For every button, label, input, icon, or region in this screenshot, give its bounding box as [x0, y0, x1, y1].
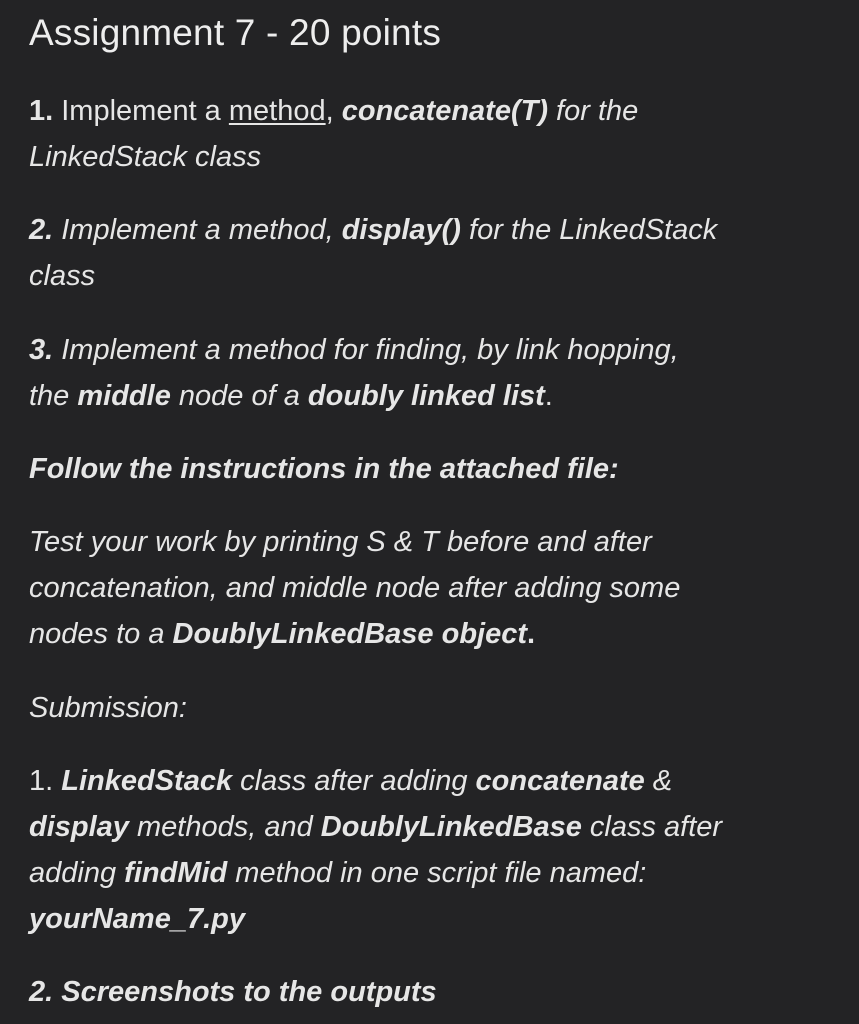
sub1-text-b: & [644, 765, 673, 797]
sub1-text-e: adding [29, 857, 125, 889]
task-2 [29, 207, 829, 299]
test-instructions [29, 519, 829, 657]
task-3 [29, 327, 829, 419]
task-1-number: 1. [29, 95, 54, 127]
task-2-number: 2. [29, 214, 54, 246]
task-2-text-a: Implement a method, [53, 214, 342, 246]
task-2-text-b: for the LinkedStack [460, 214, 718, 246]
task-1-text-c: for the [548, 95, 639, 127]
test-line3-bold: DoublyLinkedBase object [172, 618, 528, 650]
task-3-number: 3. [29, 334, 54, 366]
task-1 [29, 88, 829, 180]
sub1-text-a: class after adding [232, 765, 476, 797]
task-3-bold-a: middle [77, 380, 171, 412]
task-3-line1: Implement a method for finding, by link hopping, [53, 334, 679, 366]
test-line1: Test your work by printing S & T before and after [29, 526, 652, 558]
task-3-text-a: the [29, 380, 78, 412]
submission-label: Submission: [29, 692, 187, 724]
task-3-bold-b: doubly linked list [307, 380, 545, 412]
test-line2: concatenation, and middle node after adding some [29, 572, 681, 604]
sub1-bold-b: concatenate [475, 765, 645, 797]
task-3-text-c: . [544, 380, 553, 412]
test-line3-a: nodes to a [29, 618, 173, 650]
sub1-bold-a: LinkedStack [53, 765, 233, 797]
task-1-method: concatenate(T) [341, 95, 548, 127]
task-3-text-b: node of a [170, 380, 308, 412]
test-line3-c: . [527, 618, 536, 650]
submission-item-1 [29, 758, 829, 942]
submission-filename: yourName_7.py [29, 903, 245, 935]
sub1-text-c: methods, and [128, 811, 321, 843]
sub1-bold-c: display [29, 811, 129, 843]
task-2-method: display() [341, 214, 461, 246]
page-title: Assignment 7 - 20 points [29, 12, 442, 53]
submission-item-2: 2. Screenshots to the outputs [29, 976, 437, 1008]
task-2-line2: class [29, 260, 96, 292]
sub1-bold-d: DoublyLinkedBase [320, 811, 582, 843]
task-1-line2: LinkedStack class [29, 141, 262, 173]
sub1-bold-e: findMid [124, 857, 228, 889]
follow-instructions: Follow the instructions in the attached file: [29, 453, 619, 485]
sub1-text-f: method in one script file named: [227, 857, 647, 889]
sub1-text-d: class after [581, 811, 723, 843]
task-1-text-b: , [325, 95, 342, 127]
method-link[interactable]: method [228, 95, 326, 127]
task-1-text-a: Implement a [53, 95, 229, 127]
sub1-number: 1. [29, 765, 54, 797]
